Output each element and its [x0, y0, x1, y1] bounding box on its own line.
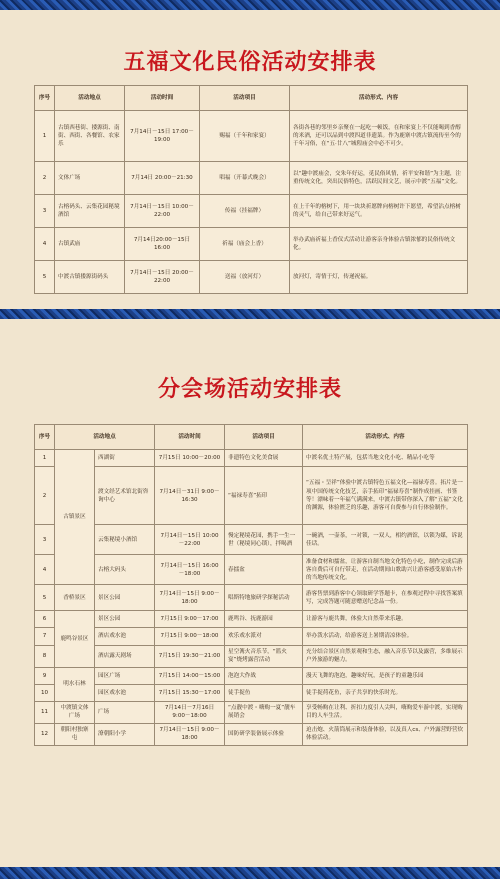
cell-time: 7月14日－15日 9:00－18:00: [155, 585, 225, 611]
cell-index: 1: [35, 450, 55, 467]
cell-content: 让游客与鹿共舞，体验大自然带来乐趣。: [303, 611, 468, 628]
table-row: [35, 701, 468, 723]
cell-index: 2: [35, 467, 55, 525]
cell-location: 西湖街: [95, 450, 155, 467]
cell-content: 举办武庙祈福上香仪式活动让游客亲身体验古镇浓郁的民俗传统文化。: [290, 228, 468, 261]
cell-area-group: 古镇景区: [55, 450, 95, 585]
cell-content: 举办泼水活动，给游客送上暑期清凉体验。: [303, 628, 468, 645]
cell-location: 云集秘境小酒馆: [95, 525, 155, 555]
table-header-row: [35, 425, 468, 450]
table-row: [35, 585, 468, 611]
cell-time: 7月14日－15日 10:00－22:00: [125, 195, 200, 228]
cell-content: 中渡名优土特产展，包括当地文化小吃、精品小吃等: [303, 450, 468, 467]
table-row: [35, 628, 468, 645]
table-row: [35, 450, 468, 467]
cell-content: “五福・呈祥”体验中渡古镇特色五福文化—福禄寿喜。拓片是一项中国传统文化技艺，亲手拓印“福禄寿喜”制作成挂画、书签等！漂味着一年福气满满来，中渡古镇带你深入了解“五福”文化的渊源，体验匮乏的乐趣，游客可自费参与自行体验制作。: [303, 467, 468, 525]
cell-event: 唱福（开幕式晚会）: [200, 162, 290, 195]
cell-time: 7月14日－15日 17:00－19:00: [125, 111, 200, 162]
cell-location: 文体广场: [55, 162, 125, 195]
cell-area-group: 朝阳村独寨屯: [55, 723, 95, 745]
header-index: 序号: [35, 86, 55, 111]
branch-venue-schedule-table: [34, 424, 468, 746]
decorative-border-middle: [0, 309, 500, 319]
cell-index: 2: [35, 162, 55, 195]
cell-location: 古镇武庙: [55, 228, 125, 261]
cell-event: “福禄寿喜”拓印: [225, 467, 303, 525]
cell-content: 在上千年的榕树下，用一块块祈愿牌向榕树许下愿望，希望沾点榕树的灵气，给自己带来好运气。: [290, 195, 468, 228]
table-row: [35, 162, 468, 195]
header-time: 活动时间: [155, 425, 225, 450]
cell-event: 星空篝火音乐节，“篮火宴”烧烤露营活动: [225, 645, 303, 667]
cell-content: 充分结合景区自然景观和生态，融入音乐节以及露营，多维展示户外旅游的魅力。: [303, 645, 468, 667]
cell-location: 景区公园: [95, 611, 155, 628]
cell-index: 6: [35, 611, 55, 628]
cell-content: 各街各巷的邻里乡亲聚在一起吃一顿饭，在和家宴上不仅能喝到香醇的米酒，还可以品到中渡四道非遗菜。作为鹿寨中渡古镇流传至今的千年习俗，在“五·廿八”城隍庙会中必不可少。: [290, 111, 468, 162]
cell-event: 慢定秘境花园，携手一生一世（秘境同心锁），拌喝酒: [225, 525, 303, 555]
cell-content: 准备食材和擂盆，让游客自制当地文化特色小吃，制作完成后游客自费后可自行带走，在活动期间山歌助兴让游客感受原始古朴的当地传统文化。: [303, 555, 468, 585]
table-row: [35, 261, 468, 294]
header-index: 序号: [35, 425, 55, 450]
cell-content: 以“趣中渡庙会，交朱年好运，觅民俗风情，祈平安和谐”为主题，注重传统文化，突出民俗特色，活跃民间文艺，展示中渡“五福”文化。: [290, 162, 468, 195]
cell-location: 潦朝阳小学: [95, 723, 155, 745]
table-row: [35, 645, 468, 667]
cell-event: 国防研学装备展示体验: [225, 723, 303, 745]
cell-event: 传福（挂福牌）: [200, 195, 290, 228]
header-location: 活动地点: [55, 425, 155, 450]
cell-content: 放河灯，寄情于灯，传递祝福。: [290, 261, 468, 294]
table-row: [35, 723, 468, 745]
cell-location: 古榕码头、云集花园秘境酒馆: [55, 195, 125, 228]
cell-event: 祈福（庙会上香）: [200, 228, 290, 261]
decorative-border-bottom: [0, 867, 500, 879]
cell-location: 广场: [95, 701, 155, 723]
cell-index: 1: [35, 111, 55, 162]
cell-event: 春擂盆: [225, 555, 303, 585]
cell-content: 漫天飞舞的泡泡，趣味好玩，是孩子的童趣乐园: [303, 667, 468, 684]
table-row: [35, 525, 468, 555]
cell-event: 唱斯特地旅研学探秘活动: [225, 585, 303, 611]
cell-location: 古镇西巷街、搂源街、南街、西街、各餐馆、农家乐: [55, 111, 125, 162]
cell-area-group: 鹿鸣谷景区: [55, 611, 95, 667]
cell-location: 酒店戏水池: [95, 628, 155, 645]
header-event: 活动项目: [200, 86, 290, 111]
cell-event: 鹿鸣谷、抚鹿游园: [225, 611, 303, 628]
cell-event: 欢乐戏水派对: [225, 628, 303, 645]
table-row: [35, 611, 468, 628]
table-row: [35, 684, 468, 701]
page-title-festival-schedule: 五福文化民俗活动安排表: [123, 50, 377, 75]
cell-time: 7月15日 19:30－21:00: [155, 645, 225, 667]
cell-time: 7月14日 20:00－21:30: [125, 162, 200, 195]
cell-time: 7月14日－15日 10:00－22:00: [155, 525, 225, 555]
cell-event: 徒手捉鱼: [225, 684, 303, 701]
cell-event: 送福（放河灯）: [200, 261, 290, 294]
header-content: 活动形式、内容: [303, 425, 468, 450]
cell-location: 园区戏水池: [95, 684, 155, 701]
cell-time: 7月14日20:00－15日16:00: [125, 228, 200, 261]
cell-index: 3: [35, 195, 55, 228]
page-title-branch-schedule: 分会场活动安排表: [157, 377, 342, 402]
cell-time: 7月15日 10:00－20:00: [155, 450, 225, 467]
table-row: [35, 667, 468, 684]
cell-location: 古榕大码头: [95, 555, 155, 585]
cell-area-group: 中渡镇文体广场: [55, 701, 95, 723]
cell-content: 一碗酒，一壶茶，一对锁，一双人，相约酒馆，以锁为媒，诉说佳话。: [303, 525, 468, 555]
cell-time: 7月15日 15:30－17:00: [155, 684, 225, 701]
table-header-row: [35, 86, 468, 111]
cell-area-group: 明水石林: [55, 667, 95, 701]
cell-time: 7月15日 14:00－15:00: [155, 667, 225, 684]
table-row: [35, 555, 468, 585]
cell-index: 11: [35, 701, 55, 723]
cell-index: 5: [35, 585, 55, 611]
cell-location: 园区广场: [95, 667, 155, 684]
cell-index: 7: [35, 628, 55, 645]
cell-index: 3: [35, 525, 55, 555]
table-row: [35, 467, 468, 525]
cell-time: 7月14日－31日 9:00－16:30: [155, 467, 225, 525]
table-row: [35, 228, 468, 261]
header-content: 活动形式、内容: [290, 86, 468, 111]
cell-index: 8: [35, 645, 55, 667]
cell-event: “点靓中渡・嗨购一夏”靓车展销会: [225, 701, 303, 723]
table-row: [35, 195, 468, 228]
cell-content: 迫击炮、火箭筒展示和装备体验，以及真人cs、户外露营野营炊体验活动。: [303, 723, 468, 745]
cell-index: 9: [35, 667, 55, 684]
decorative-border-top: [0, 0, 500, 10]
cell-location: 中渡古镇搂源街码头: [55, 261, 125, 294]
cell-index: 10: [35, 684, 55, 701]
cell-location: 景区公园: [95, 585, 155, 611]
cell-location: 酒店露天剧场: [95, 645, 155, 667]
cell-content: 徒手捉荷花鱼，亲子共享的快乐时光。: [303, 684, 468, 701]
header-location: 活动地点: [55, 86, 125, 111]
header-event: 活动项目: [225, 425, 303, 450]
cell-time: 7月15日 9:00－17:00: [155, 611, 225, 628]
cell-time: 7月14日－7月16日 9:00－18:00: [155, 701, 225, 723]
cell-index: 4: [35, 555, 55, 585]
cell-index: 5: [35, 261, 55, 294]
cell-event: 赐福（千年和家宴）: [200, 111, 290, 162]
cell-time: 7月14日－15日 16:00－18:00: [155, 555, 225, 585]
festival-schedule-table: [34, 85, 468, 294]
cell-event: 泡泡大作战: [225, 667, 303, 684]
cell-time: 7月14日－15日 20:00－22:00: [125, 261, 200, 294]
cell-index: 4: [35, 228, 55, 261]
table-row: [35, 111, 468, 162]
header-time: 活动时间: [125, 86, 200, 111]
cell-content: 享受畅购在让利、折扣力度引人尖叫，嗨购爱车游中渡，实现购目的人车生活。: [303, 701, 468, 723]
cell-location: 渡文经艺术馆北街咨询中心: [95, 467, 155, 525]
cell-event: 非遗特色文化美食展: [225, 450, 303, 467]
cell-time: 7月14日－15日 9:00－18:00: [155, 723, 225, 745]
cell-content: 游客售票到游客中心领取研学答题卡，在参观过程中寻找答案填写，完成答题可随意赠送纪念品一份。: [303, 585, 468, 611]
cell-time: 7月15日 9:00－18:00: [155, 628, 225, 645]
cell-area-group: 香桥景区: [55, 585, 95, 611]
cell-index: 12: [35, 723, 55, 745]
